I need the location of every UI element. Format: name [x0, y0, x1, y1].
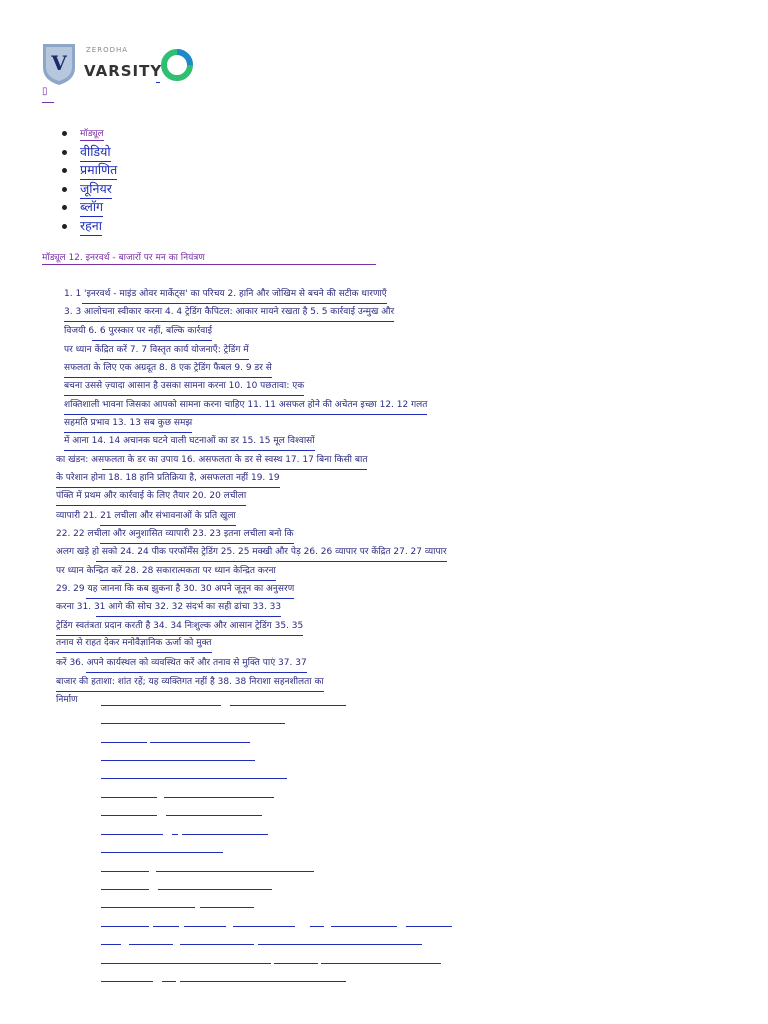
nav-link-blog[interactable]: ब्लॉग [80, 198, 103, 217]
bullet [62, 131, 67, 136]
chapter-link[interactable]: ट्रेडिंग स्वतंत्रता प्रदान करती है 34. 34 निःशुल्क और आसान ट्रेडिंग 35. 35 [56, 620, 303, 632]
empty-link[interactable] [101, 852, 223, 853]
chapter-link[interactable]: सहमति प्रभाव 13. 13 सब कुछ समझ [64, 417, 192, 429]
chapter-link[interactable]: पंक्ति में प्रथम और कार्रवाई के लिए तैयार 20. 20 लचीला [56, 490, 246, 502]
empty-link[interactable] [101, 778, 287, 779]
logo-link-underline [156, 82, 160, 83]
module-title-underline [42, 264, 376, 265]
nav-link-live[interactable]: रहना [80, 217, 102, 236]
nav-link-junior[interactable]: जूनियर [80, 180, 112, 199]
nav-link-modules[interactable]: मॉड्यूल [80, 126, 104, 141]
empty-link[interactable] [258, 944, 422, 945]
chapter-link[interactable]: 22. 22 लचीला और अनुशासित व्यापारी 23. 23 इतना लचीला बनो कि [56, 528, 294, 540]
empty-link[interactable] [230, 705, 346, 706]
bullet [62, 205, 67, 210]
chapter-link[interactable]: तनाव से राहत देकर मनोवैज्ञानिक ऊर्जा को मुक्त [56, 637, 212, 649]
nav-link-videos[interactable]: वीडियो [80, 143, 111, 162]
chapter-link[interactable]: निर्माण [56, 695, 78, 705]
chapter-link[interactable]: में आना 14. 14 अचानक घटने वाली घटनाओं का डर 15. 15 मूल विश्वासों [64, 435, 315, 447]
empty-link[interactable] [200, 907, 254, 908]
empty-link[interactable] [164, 797, 274, 798]
chapter-link[interactable]: 29. 29 यह जानना कि कब झुकना है 30. 30 अपने जूनून का अनुसरण [56, 583, 294, 595]
chapter-link[interactable]: पर ध्यान केंद्रित करें 7. 7 विस्तृत कार्य योजनाएँ: ट्रेडिंग में [64, 344, 249, 356]
empty-link[interactable] [182, 834, 268, 835]
empty-link[interactable] [166, 815, 262, 816]
empty-link[interactable] [129, 944, 173, 945]
empty-link[interactable] [101, 723, 285, 724]
empty-link[interactable] [101, 742, 147, 743]
empty-link[interactable] [156, 871, 314, 872]
brand-name: VARSITY [84, 62, 163, 80]
empty-link[interactable] [101, 963, 271, 964]
empty-link[interactable] [101, 907, 195, 908]
empty-link[interactable] [101, 705, 221, 706]
bullet [62, 168, 67, 173]
chapter-link[interactable]: के परेशान होना 18. 18 हानि प्रतिक्रिया है, असफलता नहीं 19. 19 [56, 472, 280, 484]
chapter-link[interactable]: अलग खड़े हो सको 24. 24 पीक परफॉर्मेंस ट्रेडिंग 25. 25 मक्खी और पेड़ 26. 26 व्यापार पर केंद्रित 27. 27 व्यापार [56, 546, 447, 558]
nav-link-certified[interactable]: प्रमाणित [80, 161, 117, 180]
empty-link[interactable] [101, 871, 149, 872]
empty-link[interactable] [180, 944, 254, 945]
chapter-link[interactable]: सफलता के लिए एक अग्रदूत 8. 8 एक ट्रेडिंग फैबल 9. 9 डर से [64, 362, 272, 374]
empty-link[interactable] [101, 889, 149, 890]
hamburger-icon[interactable]: ▯ [42, 86, 48, 97]
empty-link[interactable] [172, 834, 178, 835]
varsity-ring-icon [160, 48, 194, 82]
empty-link[interactable] [153, 926, 179, 927]
chapter-link[interactable]: 1. 1 'इनरवर्थ - माइंड ओवर मार्केट्स' का परिचय 2. हानि और जोखिम से बचने की सटीक धारणाएँ [64, 288, 387, 300]
chapter-link[interactable]: बचना उससे ज़्यादा आसान है उसका सामना करना 10. 10 पछतावा: एक [64, 380, 304, 392]
empty-link[interactable] [101, 834, 163, 835]
empty-link[interactable] [180, 981, 346, 982]
empty-link[interactable] [150, 742, 250, 743]
empty-link[interactable] [158, 889, 272, 890]
shield-logo-icon [42, 42, 76, 86]
chapter-link[interactable]: करें 36. अपने कार्यस्थल को व्यवस्थित करें और तनाव से मुक्ति पाएं 37. 37 [56, 657, 307, 669]
menu-toggle-underline [42, 102, 54, 103]
empty-link[interactable] [162, 981, 176, 982]
chapter-link[interactable]: व्यापारी 21. 21 लचीला और संभावनाओं के प्रति खुला [56, 510, 236, 522]
empty-link[interactable] [233, 926, 295, 927]
empty-link[interactable] [184, 926, 226, 927]
bullet [62, 187, 67, 192]
chapter-link[interactable]: पर ध्यान केन्द्रित करें 28. 28 सकारात्मकता पर ध्यान केन्द्रित करना [56, 565, 276, 577]
empty-link[interactable] [321, 963, 441, 964]
bullet [62, 150, 67, 155]
chapter-link[interactable]: का खंडन: असफलता के डर का उपाय 16. असफलता के डर से स्वस्थ 17. 17 बिना किसी बात [56, 454, 367, 466]
empty-link[interactable] [101, 981, 153, 982]
empty-link[interactable] [101, 944, 121, 945]
empty-link[interactable] [274, 963, 318, 964]
empty-link[interactable] [101, 926, 149, 927]
empty-link[interactable] [310, 926, 324, 927]
chapter-link[interactable]: करना 31. 31 आगे की सोच 32. 32 संदर्भ का सही ढांचा 33. 33 [56, 601, 281, 613]
empty-link[interactable] [406, 926, 452, 927]
chapter-link[interactable]: विजयी 6. 6 पुरस्कार पर नहीं, बल्कि कार्रवाई [64, 325, 212, 337]
chapter-link[interactable]: शक्तिशाली भावना जिसका आपको सामना करना चाहिए 11. 11 असफल होने की अचेतन इच्छा 12. 12 गलत [64, 399, 427, 411]
chapter-link[interactable]: 3. 3 आलोचना स्वीकार करना 4. 4 ट्रेडिंग कैपिटल: आकार मायने रखता है 5. 5 कार्रवाई उन्मुख और [64, 306, 394, 318]
empty-link[interactable] [101, 760, 255, 761]
empty-link[interactable] [101, 815, 157, 816]
chapter-link[interactable]: बाजार की हताशा: शांत रहें; यह व्यक्तिगत नहीं है 38. 38 निराशा सहनशीलता का [56, 676, 324, 688]
module-title-link[interactable]: मॉड्यूल 12. इनरवर्थ - बाजारों पर मन का नियंत्रण [42, 253, 205, 263]
empty-link[interactable] [331, 926, 397, 927]
shield-letter: V [51, 51, 67, 75]
company-name: ZERODHA [86, 46, 129, 54]
empty-link[interactable] [101, 797, 157, 798]
bullet [62, 224, 67, 229]
